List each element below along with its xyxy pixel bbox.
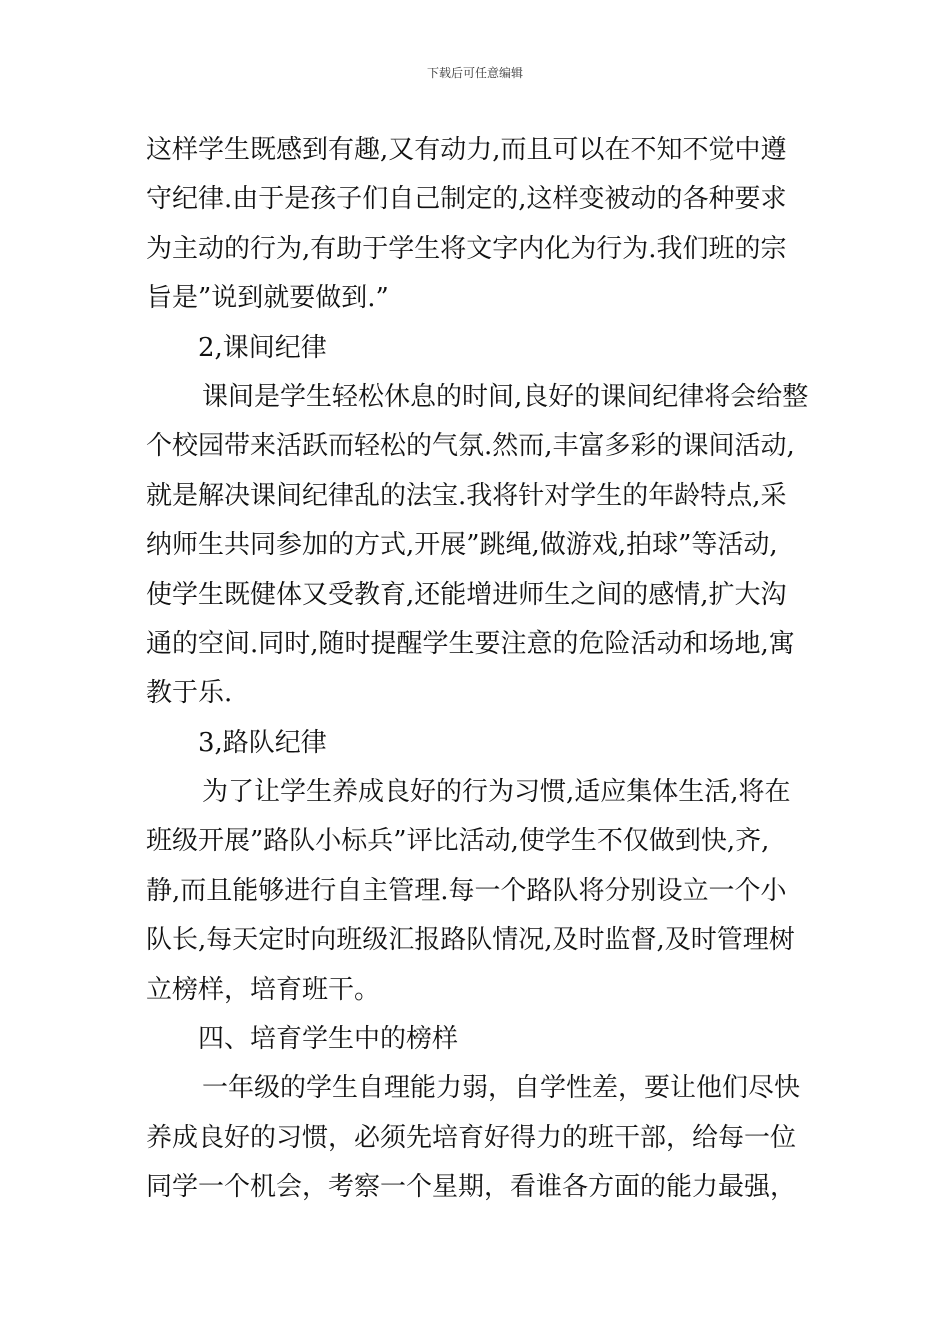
text-line: 一年级的学生自理能力弱，自学性差，要让他们尽快 <box>202 1073 801 1104</box>
text-line: 这样学生既感到有趣,又有动力,而且可以在不知不觉中遵 <box>146 135 787 165</box>
text-line: 立榜样，培育班干。 <box>146 974 381 1005</box>
text-line: 班级开展”路队小标兵”评比活动,使学生不仅做到快,齐, <box>146 826 770 857</box>
text-line: 纳师生共同参加的方式,开展”跳绳,做游戏,拍球”等活动, <box>146 530 778 561</box>
text-line: 为主动的行为,有助于学生将文字内化为行为.我们班的宗 <box>146 233 787 264</box>
text-line: 个校园带来活跃而轻松的气氛.然而,丰富多彩的课间活动, <box>146 431 795 462</box>
text-line: 就是解决课间纪律乱的法宝.我将针对学生的年龄特点,采 <box>146 480 787 511</box>
section-heading: 四、培育学生中的榜样 <box>198 1024 459 1055</box>
text-line: 同学一个机会，考察一个星期，看谁各方面的能力最强， <box>146 1172 797 1203</box>
section-heading: 3,路队纪律 <box>198 727 327 758</box>
text-line: 课间是学生轻松休息的时间,良好的课间纪律将会给整 <box>202 381 809 412</box>
text-line: 守纪律.由于是孩子们自己制定的,这样变被动的各种要求 <box>146 184 787 215</box>
text-line: 使学生既健体又受教育,还能增进师生之间的感情,扩大沟 <box>146 579 787 610</box>
text-line: 队长,每天定时向班级汇报路队情况,及时监督,及时管理树 <box>146 925 795 956</box>
text-line: 养成良好的习惯，必须先培育好得力的班干部，给每一位 <box>146 1122 797 1153</box>
text-line: 为了让学生养成良好的行为习惯,适应集体生活,将在 <box>202 777 791 808</box>
text-line: 教于乐. <box>146 678 233 709</box>
document-body <box>146 126 812 1213</box>
section-heading: 2,课间纪律 <box>198 332 327 363</box>
text-line: 静,而且能够进行自主管理.每一个路队将分别设立一个小 <box>146 875 787 906</box>
page-header: 下载后可任意编辑 <box>426 66 523 80</box>
text-line: 通的空间.同时,随时提醒学生要注意的危险活动和场地,寓 <box>146 628 795 659</box>
text-line: 旨是”说到就要做到.” <box>146 283 389 314</box>
